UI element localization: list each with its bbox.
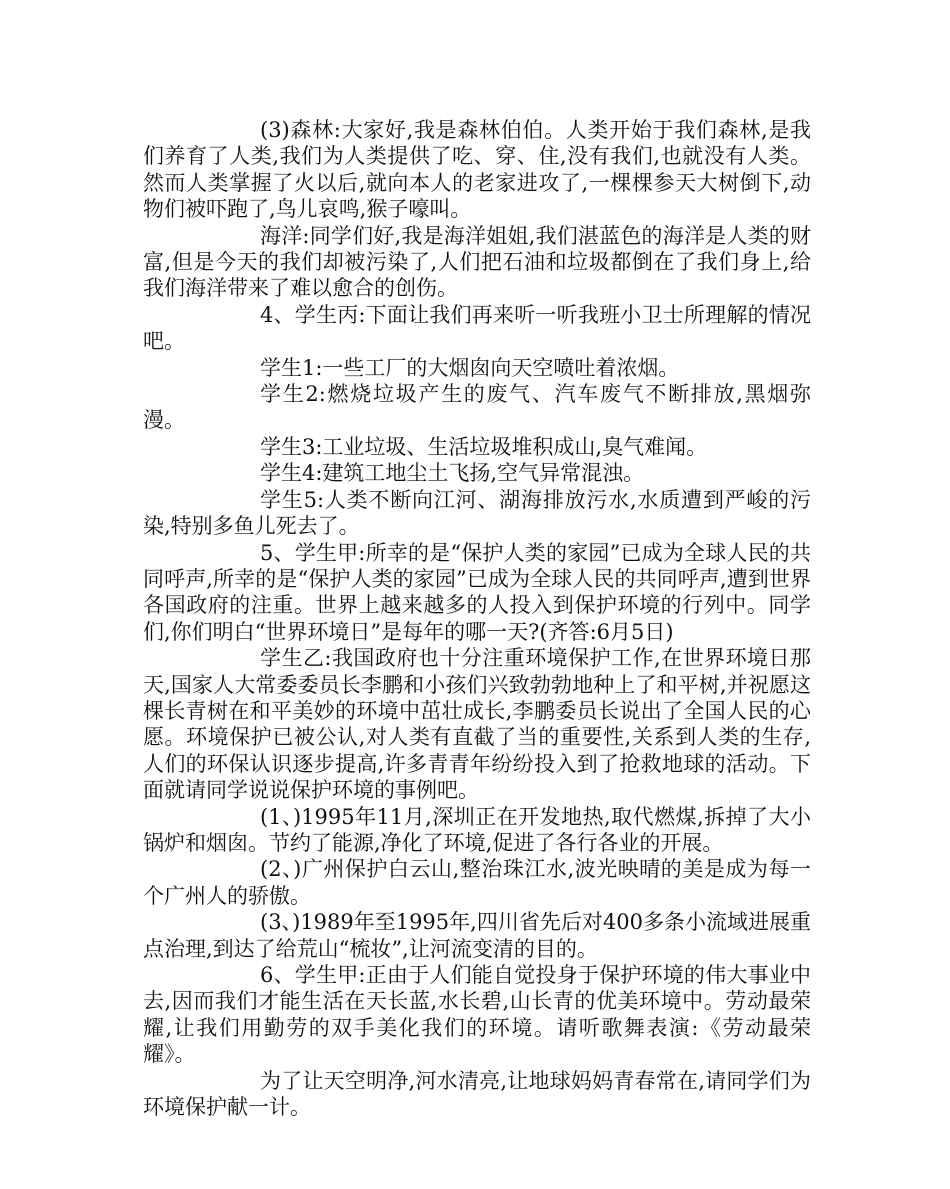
paragraph-ocean: 海洋:同学们好,我是海洋姐姐,我们湛蓝色的海洋是人类的财富,但是今天的我们却被污染了,人们把石油和垃圾都倒在了我们身上,给我们海洋带来了难以愈合的创伤。	[143, 223, 811, 301]
paragraph-example-3: (3、)1989年至1995年,四川省先后对400多条小流域进展重点治理,到达了给荒山“梳妆”,让河流变清的目的。	[143, 910, 811, 961]
paragraph-forest: (3)森林:大家好,我是森林伯伯。人类开始于我们森林,是我们养育了人类,我们为人类提供了吃、穿、住,没有我们,也就没有人类。然而人类掌握了火以后,就向本人的老家进攻了,一棵棵参天大树倒下,动物们被吓跑了,鸟儿哀鸣,猴子嚎叫。	[143, 118, 811, 222]
paragraph-example-2: (2、)广州保护白云山,整治珠江水,波光映晴的美是成为每一个广州人的骄傲。	[143, 857, 811, 908]
paragraph-student-1: 学生1:一些工厂的大烟囱向天空喷吐着浓烟。	[260, 355, 680, 380]
paragraph-student-jia-6: 6、学生甲:正由于人们能自觉投身于保护环境的伟大事业中去,因而我们才能生活在天长蓝,水长碧,山长青的优美环境中。劳动最荣耀,让我们用勤劳的双手美化我们的环境。请听歌舞表演:《劳动最荣耀》。	[143, 963, 811, 1067]
document-body	[143, 117, 811, 1120]
paragraph-student-jia-5: 5、学生甲:所幸的是“保护人类的家园”已成为全球人民的共同呼声,所幸的是“保护人类的家园”已成为全球人民的共同呼声,遭到世界各国政府的注重。世界上越来越多的人投入到保护环境的行列中。同学们,你们明白“世界环境日”是每年的哪一天?(齐答:6月5日)	[143, 540, 811, 644]
paragraph-student-yi: 学生乙:我国政府也十分注重环境保护工作,在世界环境日那天,国家人大常委委员长李鹏和小孩们兴致勃勃地种上了和平树,并祝愿这棵长青树在和平美妙的环境中茁壮成长,李鹏委员长说出了全国人民的心愿。环境保护已被公认,对人类有直截了当的重要性,关系到人类的生存,人们的环保认识逐步提高,许多青青年纷纷投入到了抢救地球的活动。下面就请同学说说保护环境的事例吧。	[143, 646, 811, 803]
paragraph-student-5: 学生5:人类不断向江河、湖海排放污水,水质遭到严峻的污染,特别多鱼儿死去了。	[143, 487, 811, 539]
paragraph-student-3: 学生3:工业垃圾、生活垃圾堆积成山,臭气难闻。	[260, 434, 708, 459]
paragraph-student-2: 学生2:燃烧垃圾产生的废气、汽车废气不断排放,黑烟弥漫。	[143, 382, 811, 433]
paragraph-student-4: 学生4:建筑工地尘土飞扬,空气异常混浊。	[260, 461, 645, 486]
paragraph-closing: 为了让天空明净,河水清亮,让地球妈妈青春常在,请同学们为环境保护献一计。	[143, 1068, 811, 1120]
paragraph-example-1: (1、)1995年11月,深圳正在开发地热,取代燃煤,拆掉了大小锅炉和烟囱。节约了能源,净化了环境,促进了各行各业的开展。	[143, 804, 811, 855]
paragraph-student-bing: 4、学生丙:下面让我们再来听一听我班小卫士所理解的情况吧。	[143, 302, 811, 354]
